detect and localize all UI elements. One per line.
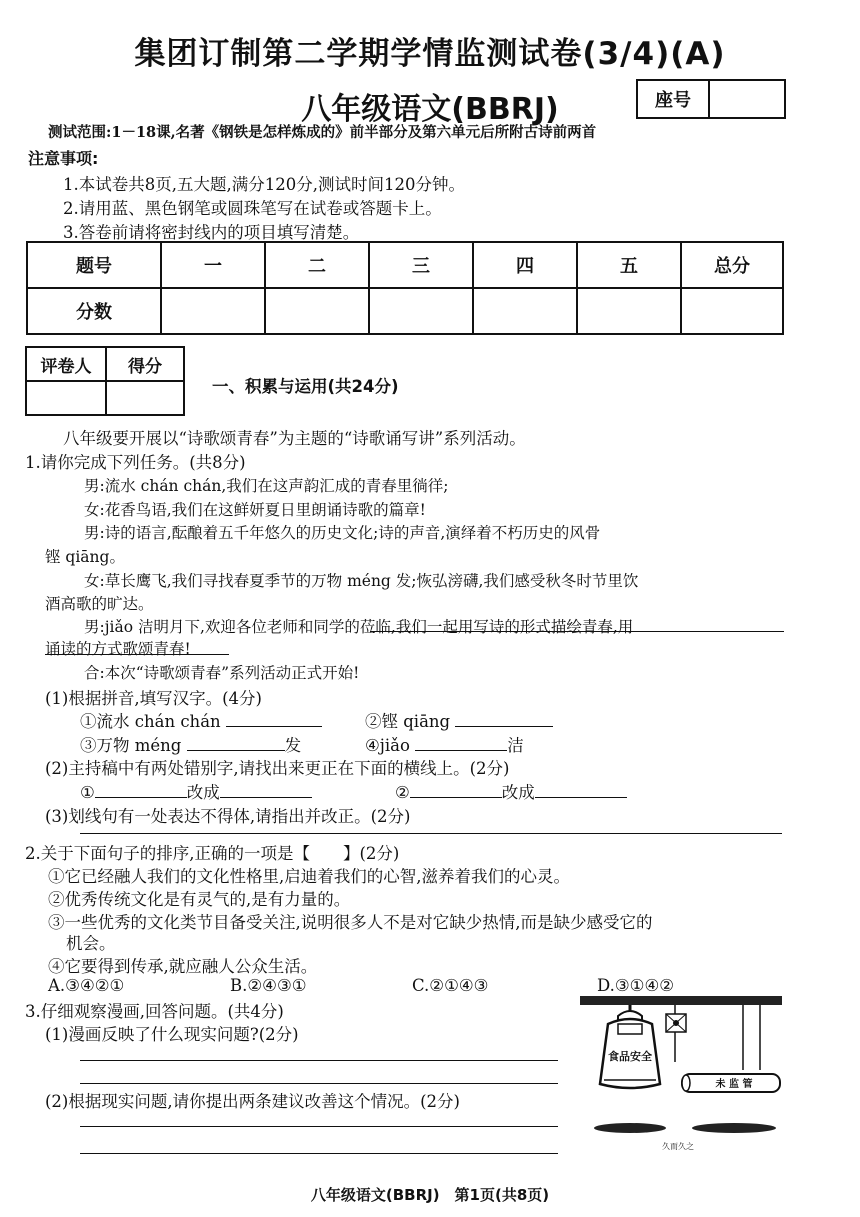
script-line-underlined: 诵读的方式歌颂青春! xyxy=(45,640,191,658)
page-footer: 八年级语文(BBRJ) 第1页(共8页) xyxy=(310,1186,550,1204)
cartoon-caption: 久而久之 xyxy=(662,1142,694,1151)
score-cell[interactable] xyxy=(681,288,783,334)
score-header: 五 xyxy=(577,242,681,288)
grader-cell[interactable] xyxy=(26,381,106,415)
score-row-label: 分数 xyxy=(27,288,161,334)
sentence-item: ①它已经融人我们的文化性格里,启迪着我们的心智,滋养着我们的心灵。 xyxy=(48,867,570,886)
sentence-item: 机会。 xyxy=(66,934,116,953)
note-item: 2.请用蓝、黑色钢笔或圆珠笔写在试卷或答题卡上。 xyxy=(63,199,442,218)
correction-item xyxy=(80,779,312,803)
q3-sub2: (2)根据现实问题,请你提出两条建议改善这个情况。(2分) xyxy=(45,1092,460,1111)
score-header: 一 xyxy=(161,242,265,288)
test-scope: 测试范围:1－18课,名著《钢铁是怎样炼成的》前半部分及第六单元后所附古诗前两首 xyxy=(48,124,597,141)
score-cell[interactable] xyxy=(369,288,473,334)
fill-label: ③万物 méng xyxy=(80,736,182,755)
score-header: 四 xyxy=(473,242,577,288)
cartoon-shadow xyxy=(594,1123,666,1133)
fill-tail: 洁 xyxy=(507,736,524,755)
score-header: 题号 xyxy=(27,242,161,288)
correction-mid: 改成 xyxy=(501,783,535,802)
script-line: 男:jiǎo 洁明月下,欢迎各位老师和同学的莅临,我们一起用写诗的形式描绘青春,用 xyxy=(84,618,634,636)
score-header: 总分 xyxy=(681,242,783,288)
correction-item xyxy=(395,779,627,803)
script-line: 男:诗的语言,酝酿着五千年悠久的历史文化;诗的声音,演绎着不朽历史的风骨 xyxy=(84,524,601,542)
score-cell[interactable] xyxy=(265,288,369,334)
answer-blank[interactable] xyxy=(410,781,502,798)
score-cell[interactable] xyxy=(577,288,681,334)
answer-line[interactable] xyxy=(80,833,782,834)
option-d[interactable]: D.③①④② xyxy=(597,976,675,995)
script-line: 女:草长鹰飞,我们寻找春夏季节的万物 méng 发;恢弘滂礴,我们感受秋冬时节里饮 xyxy=(84,572,639,590)
grader-table xyxy=(25,346,185,416)
fill-item xyxy=(80,732,301,756)
answer-blank[interactable] xyxy=(415,734,507,751)
answer-blank[interactable] xyxy=(535,781,627,798)
underline-mark xyxy=(45,654,229,655)
fill-label: ①流水 chán chán xyxy=(80,712,221,731)
bell-label: 食品安全 xyxy=(608,1050,652,1063)
q3-sub1: (1)漫画反映了什么现实问题?(2分) xyxy=(45,1025,299,1044)
fill-item xyxy=(80,708,322,732)
script-line: 合:本次“诗歌颂青春”系列活动正式开始! xyxy=(84,664,360,682)
grader-cell[interactable] xyxy=(106,381,184,415)
activity-intro: 八年级要开展以“诗歌颂青春”为主题的“诗歌诵写讲”系列活动。 xyxy=(63,429,526,448)
grader-header: 得分 xyxy=(106,347,184,381)
score-cell[interactable] xyxy=(473,288,577,334)
script-line: 男:流水 chán chán,我们在这声韵汇成的青春里徜徉; xyxy=(84,477,449,495)
option-a[interactable]: A.③④②① xyxy=(48,976,125,995)
exam-title: 集团订制第二学期学情监测试卷(3/4)(A) xyxy=(134,36,726,72)
section-1-title: 一、积累与运用(共24分) xyxy=(212,377,399,396)
answer-line[interactable] xyxy=(80,1060,558,1061)
question-1-stem: 1.请你完成下列任务。(共8分) xyxy=(25,453,246,472)
seat-number-box xyxy=(636,79,786,119)
seat-label: 座号 xyxy=(638,81,710,117)
food-safety-cartoon xyxy=(578,992,784,1152)
score-table xyxy=(26,241,784,335)
answer-blank[interactable] xyxy=(455,710,553,727)
fill-item xyxy=(365,708,553,732)
exam-subtitle: 八年级语文(BBRJ) xyxy=(301,92,559,127)
answer-line[interactable] xyxy=(80,1153,558,1154)
notes-heading: 注意事项: xyxy=(28,149,99,168)
fill-item xyxy=(365,732,524,756)
q1-sub2: (2)主持稿中有两处错别字,请找出来更正在下面的横线上。(2分) xyxy=(45,759,510,778)
answer-blank[interactable] xyxy=(95,781,187,798)
score-cell[interactable] xyxy=(161,288,265,334)
log-label: 未 监 管 xyxy=(715,1079,753,1090)
answer-line[interactable] xyxy=(80,1126,558,1127)
sentence-item: ②优秀传统文化是有灵气的,是有力量的。 xyxy=(48,890,351,909)
answer-blank[interactable] xyxy=(226,710,322,727)
answer-blank[interactable] xyxy=(187,734,285,751)
cartoon-shadow xyxy=(692,1123,776,1133)
correction-label: ① xyxy=(80,783,95,802)
script-line: 女:花香鸟语,我们在这鲜妍夏日里朗诵诗歌的篇章! xyxy=(84,501,426,519)
grader-header: 评卷人 xyxy=(26,347,106,381)
sentence-item: ③一些优秀的文化类节目备受关注,说明很多人不是对它缺少热情,而是缺少感受它的 xyxy=(48,913,653,932)
answer-line[interactable] xyxy=(80,1083,558,1084)
correction-label: ② xyxy=(395,783,410,802)
seat-number-field[interactable] xyxy=(710,81,784,117)
option-b[interactable]: B.②④③① xyxy=(230,976,307,995)
score-header: 三 xyxy=(369,242,473,288)
fill-label: ②铿 qiāng xyxy=(365,712,451,731)
question-2-stem: 2.关于下面句子的排序,正确的一项是【 】(2分) xyxy=(25,844,400,863)
score-header: 二 xyxy=(265,242,369,288)
note-item: 1.本试卷共8页,五大题,满分120分,测试时间120分钟。 xyxy=(63,175,465,194)
fill-label: ④jiǎo xyxy=(365,736,410,755)
correction-mid: 改成 xyxy=(186,783,220,802)
script-line: 铿 qiāng。 xyxy=(45,548,125,566)
fill-tail: 发 xyxy=(284,736,302,755)
cartoon-beam xyxy=(580,996,782,1005)
underline-mark xyxy=(370,631,784,632)
option-c[interactable]: C.②①④③ xyxy=(412,976,489,995)
question-3-stem: 3.仔细观察漫画,回答问题。(共4分) xyxy=(25,1002,284,1021)
note-item: 3.答卷前请将密封线内的项目填写清楚。 xyxy=(63,223,360,242)
answer-blank[interactable] xyxy=(220,781,312,798)
sentence-item: ④它要得到传承,就应融人公众生活。 xyxy=(48,957,318,976)
q1-sub3: (3)划线句有一处表达不得体,请指出并改正。(2分) xyxy=(45,807,411,826)
q1-sub1: (1)根据拼音,填写汉字。(4分) xyxy=(45,689,262,708)
script-line: 酒高歌的旷达。 xyxy=(45,595,154,613)
